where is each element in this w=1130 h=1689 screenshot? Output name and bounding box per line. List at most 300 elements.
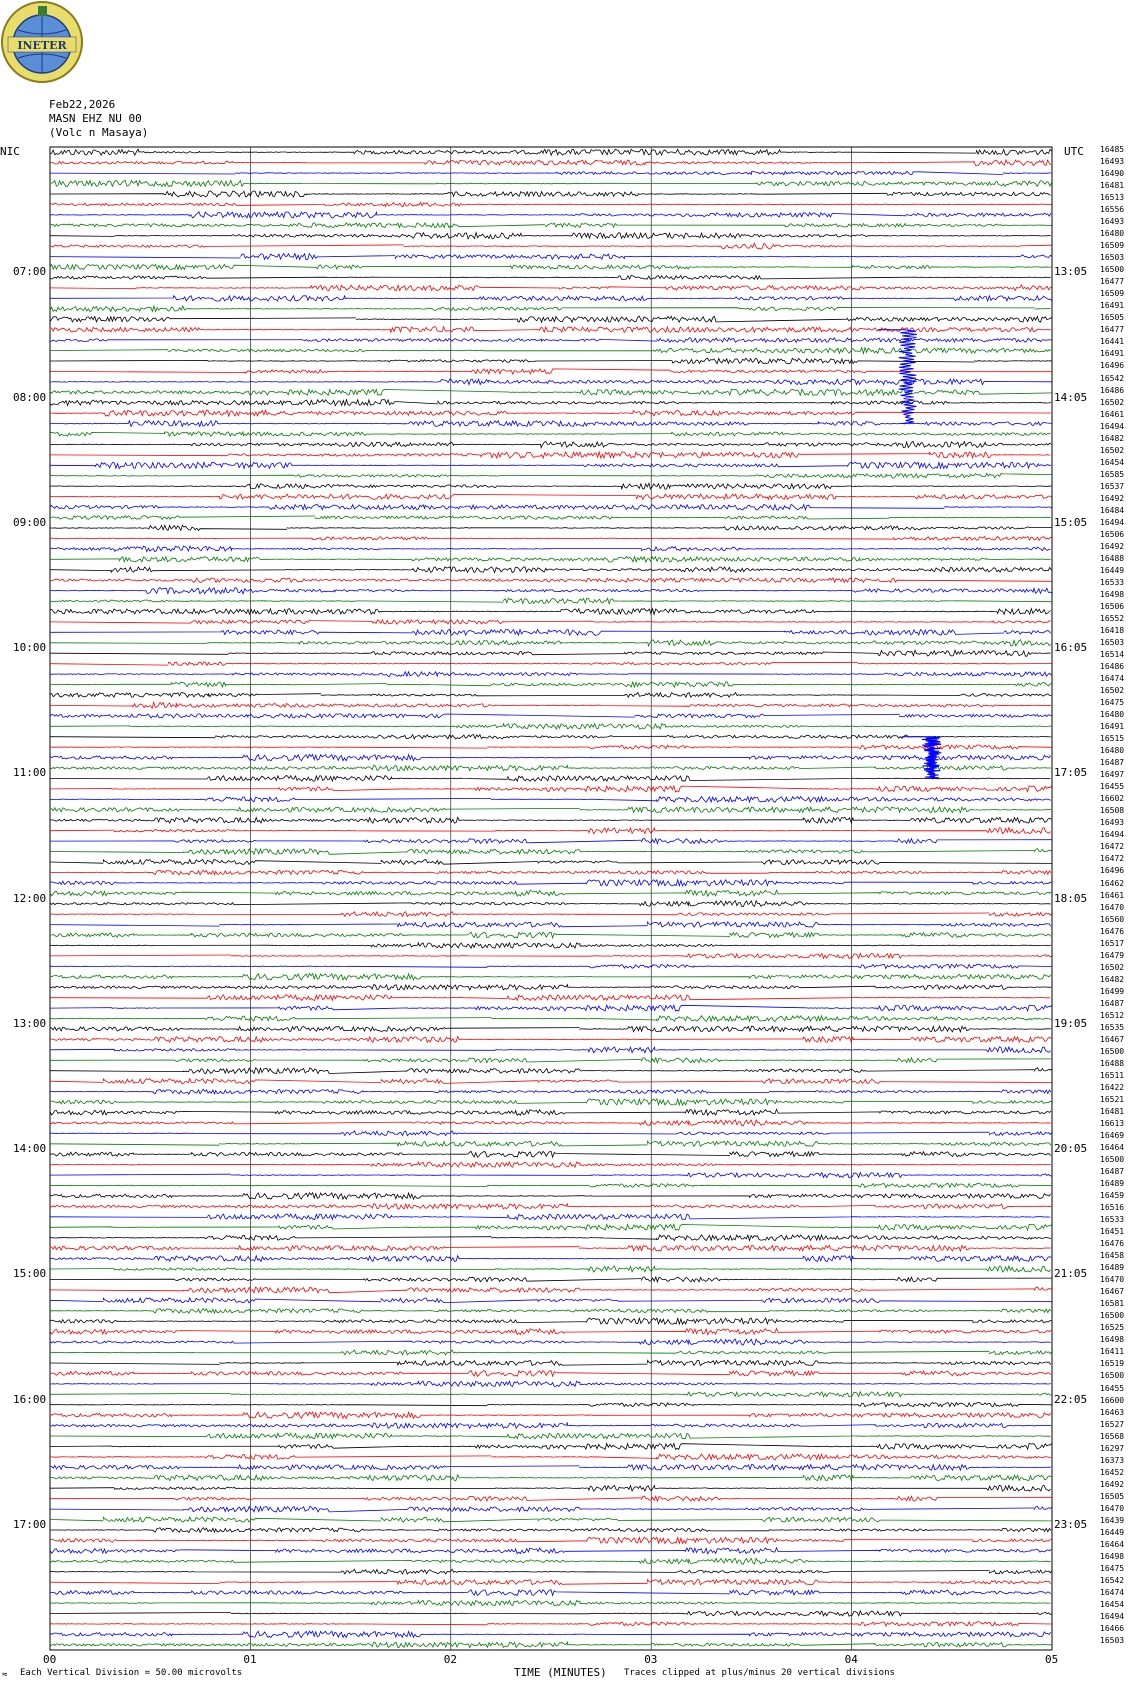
- trace-row-7: [50, 223, 1051, 228]
- trace-row-23: [50, 389, 1052, 395]
- trace-row-140: [50, 1611, 1052, 1616]
- trace-row-3: [50, 180, 1052, 186]
- trace-row-43: [50, 598, 1052, 604]
- row-amplitude-label: 16535: [1100, 1022, 1125, 1032]
- trace-row-60: [50, 776, 1050, 782]
- trace-row-97: [50, 1162, 1051, 1167]
- trace-row-20: [50, 358, 1052, 364]
- right-time-label: 19:05: [1054, 1016, 1088, 1030]
- x-tick-label: 03: [644, 1653, 658, 1666]
- row-amplitude-label: 16487: [1100, 758, 1125, 768]
- row-amplitude-label: 16474: [1100, 674, 1125, 684]
- row-amplitude-label: 16461: [1100, 409, 1125, 419]
- trace-row-2: [50, 171, 1051, 174]
- row-amplitude-label: 16613: [1100, 1118, 1125, 1128]
- trace-row-134: [50, 1548, 1051, 1554]
- row-amplitude-label: 16537: [1100, 481, 1125, 491]
- trace-row-62: [50, 797, 1051, 803]
- trace-row-9: [50, 243, 1052, 249]
- row-amplitude-label: 16505: [1100, 313, 1125, 323]
- trace-row-29: [50, 452, 1050, 458]
- trace-row-67: [50, 849, 1052, 855]
- left-timezone-label: NIC: [0, 145, 20, 158]
- trace-row-108: [50, 1277, 1052, 1282]
- trace-row-94: [50, 1131, 1052, 1136]
- left-time-label: 09:00: [13, 515, 47, 529]
- trace-row-53: [50, 702, 1051, 708]
- trace-row-58: [50, 755, 1051, 761]
- row-amplitude-label: 16552: [1100, 613, 1125, 623]
- row-amplitude-label: 16493: [1100, 157, 1125, 166]
- row-amplitude-label: 16493: [1100, 217, 1125, 227]
- trace-row-16: [50, 316, 1052, 322]
- left-time-label: 14:00: [13, 1142, 47, 1155]
- row-amplitude-label: 16496: [1100, 361, 1125, 371]
- right-time-label: 17:05: [1054, 766, 1088, 780]
- row-amplitude-label: 16488: [1100, 1058, 1125, 1068]
- row-amplitude-label: 16452: [1100, 1467, 1125, 1477]
- row-amplitude-label: 16519: [1100, 1359, 1125, 1369]
- trace-row-111: [50, 1309, 1051, 1314]
- row-amplitude-label: 16463: [1100, 1407, 1125, 1417]
- row-amplitude-label: 16502: [1100, 686, 1125, 696]
- trace-row-12: [50, 276, 1051, 280]
- left-time-label: 15:00: [13, 1267, 47, 1281]
- row-amplitude-label: 16489: [1100, 1179, 1125, 1189]
- logo-flag-icon: [38, 6, 47, 16]
- trace-row-63: [50, 807, 1051, 813]
- row-amplitude-label: 16527: [1100, 1419, 1125, 1429]
- row-amplitude-label: 16475: [1100, 698, 1125, 708]
- row-amplitude-label: 16449: [1100, 1527, 1125, 1537]
- row-amplitude-label: 16602: [1100, 794, 1125, 804]
- row-amplitude-label: 16461: [1100, 890, 1125, 900]
- row-amplitude-label: 16484: [1100, 505, 1125, 515]
- row-amplitude-label: 16494: [1100, 830, 1125, 840]
- trace-row-75: [50, 932, 1051, 938]
- row-amplitude-label: 16490: [1100, 169, 1125, 178]
- trace-row-102: [50, 1214, 1050, 1220]
- row-amplitude-label: 16542: [1100, 373, 1125, 383]
- right-time-label: 16:05: [1054, 641, 1088, 654]
- trace-row-91: [50, 1099, 1051, 1105]
- row-amplitude-label: 16493: [1100, 818, 1125, 828]
- trace-row-10: [50, 254, 1052, 260]
- trace-row-86: [50, 1047, 1051, 1053]
- row-amplitude-label: 16451: [1100, 1227, 1125, 1237]
- trace-row-56: [50, 735, 1051, 739]
- row-amplitude-label: 16492: [1100, 1479, 1125, 1489]
- row-amplitude-label: 16449: [1100, 565, 1125, 575]
- row-amplitude-label: 16492: [1100, 541, 1125, 551]
- trace-row-138: [50, 1590, 1051, 1596]
- row-amplitude-label: 16467: [1100, 1287, 1125, 1297]
- trace-row-87: [50, 1058, 1052, 1063]
- row-amplitude-label: 16466: [1100, 1624, 1125, 1633]
- row-amplitude-label: 16502: [1100, 445, 1125, 455]
- trace-row-37: [50, 536, 1052, 540]
- trace-row-44: [50, 609, 1051, 615]
- row-amplitude-label: 16491: [1100, 301, 1125, 311]
- row-amplitude-label: 16494: [1100, 421, 1125, 431]
- row-amplitude-label: 16542: [1100, 1575, 1125, 1585]
- trace-row-78: [50, 964, 1052, 968]
- row-amplitude-label: 16500: [1100, 1371, 1125, 1381]
- row-amplitude-label: 16479: [1100, 950, 1125, 960]
- row-amplitude-label: 16512: [1100, 1010, 1125, 1020]
- row-amplitude-label: 16500: [1100, 1046, 1125, 1056]
- row-amplitude-label: 16491: [1100, 349, 1125, 359]
- trace-row-98: [50, 1173, 1052, 1178]
- trace-row-35: [50, 516, 1051, 520]
- row-amplitude-label: 16600: [1100, 1395, 1125, 1405]
- trace-row-50: [50, 672, 1051, 677]
- trace-row-118: [50, 1381, 1051, 1386]
- trace-row-49: [50, 662, 1052, 666]
- trace-row-129: [50, 1496, 1052, 1501]
- trace-row-107: [50, 1266, 1051, 1272]
- trace-row-38: [50, 546, 1051, 552]
- left-time-label: 16:00: [13, 1392, 47, 1406]
- trace-row-135: [50, 1558, 1051, 1564]
- row-amplitude-label: 16556: [1100, 205, 1125, 215]
- row-amplitude-label: 16462: [1100, 878, 1125, 888]
- trace-row-24: [50, 400, 1051, 406]
- trace-row-65: [50, 828, 1051, 834]
- logo-text: INETER: [17, 39, 67, 52]
- row-amplitude-label: 16509: [1100, 289, 1125, 299]
- row-amplitude-label: 16475: [1100, 1563, 1125, 1573]
- row-amplitude-label: 16506: [1100, 601, 1125, 611]
- trace-row-92: [50, 1109, 1051, 1115]
- row-amplitude-label: 16482: [1100, 974, 1125, 984]
- row-amplitude-label: 16500: [1100, 1155, 1125, 1164]
- trace-row-96: [50, 1151, 1051, 1157]
- left-time-label: 10:00: [13, 641, 47, 654]
- left-time-label: 08:00: [13, 390, 47, 404]
- row-amplitude-label: 16480: [1100, 746, 1125, 756]
- row-amplitude-label: 16459: [1100, 1191, 1125, 1201]
- trace-row-93: [50, 1120, 1051, 1126]
- trace-row-42: [50, 588, 1052, 594]
- row-amplitude-label: 16454: [1100, 457, 1125, 467]
- location-label: (Volc n Masaya): [49, 126, 149, 139]
- row-amplitude-label: 16503: [1100, 1636, 1125, 1645]
- seismic-events: [878, 330, 942, 779]
- x-tick-label: 00: [43, 1653, 57, 1666]
- trace-row-95: [50, 1141, 1051, 1146]
- row-amplitude-label: 16422: [1100, 1082, 1125, 1092]
- trace-row-27: [50, 432, 1051, 437]
- row-amplitude-label: 16476: [1100, 1239, 1125, 1249]
- row-amplitude-label: 16441: [1100, 337, 1125, 347]
- row-amplitude-label: 16500: [1100, 1311, 1125, 1321]
- trace-row-52: [50, 693, 1051, 698]
- trace-row-33: [50, 494, 1052, 499]
- date-label: Feb22,2026: [49, 98, 116, 111]
- row-amplitude-label: 16373: [1100, 1455, 1125, 1465]
- trace-row-99: [50, 1183, 1052, 1187]
- trace-row-66: [50, 839, 1052, 844]
- trace-row-126: [50, 1465, 1051, 1471]
- trace-row-81: [50, 995, 1050, 1001]
- trace-row-57: [50, 745, 1052, 749]
- corner-mark: ≈: [2, 1670, 8, 1680]
- trace-row-74: [50, 922, 1051, 927]
- trace-row-41: [50, 578, 1052, 582]
- trace-row-113: [50, 1329, 1051, 1335]
- trace-row-1: [50, 160, 1051, 166]
- trace-row-32: [50, 483, 1051, 489]
- row-amplitude-label: 16487: [1100, 998, 1125, 1008]
- trace-row-31: [50, 474, 1052, 479]
- row-amplitude-label: 16297: [1100, 1443, 1125, 1453]
- trace-row-8: [50, 233, 1051, 239]
- trace-row-14: [50, 296, 1052, 301]
- trace-row-84: [50, 1026, 1051, 1032]
- row-amplitude-label: 16476: [1100, 926, 1125, 936]
- trace-row-69: [50, 870, 1051, 875]
- left-time-label: 11:00: [13, 766, 47, 780]
- trace-row-71: [50, 890, 1051, 896]
- trace-row-51: [50, 682, 1052, 687]
- row-amplitude-label: 16477: [1100, 277, 1125, 287]
- row-amplitude-label: 16454: [1100, 1599, 1125, 1609]
- row-amplitude-label: 16502: [1100, 962, 1125, 972]
- row-amplitude-label: 16474: [1100, 1587, 1125, 1597]
- row-amplitude-label: 16516: [1100, 1203, 1125, 1213]
- row-amplitude-label: 16503: [1100, 638, 1125, 647]
- trace-row-5: [50, 202, 1052, 206]
- trace-row-127: [50, 1475, 1051, 1481]
- trace-row-36: [50, 525, 1052, 530]
- trace-row-133: [50, 1537, 1051, 1543]
- trace-row-100: [50, 1193, 1051, 1199]
- trace-row-112: [50, 1318, 1051, 1324]
- trace-row-47: [50, 640, 1051, 646]
- event-0: [878, 330, 917, 424]
- trace-row-83: [50, 1016, 1051, 1022]
- row-amplitude-label: 16480: [1100, 710, 1125, 720]
- right-time-label: 23:05: [1054, 1517, 1088, 1531]
- trace-row-0: [50, 149, 1052, 155]
- clip-note: Traces clipped at plus/minus 20 vertical divisions: [624, 1668, 895, 1678]
- row-amplitude-label: 16525: [1100, 1323, 1125, 1333]
- trace-row-119: [50, 1392, 1052, 1397]
- trace-row-45: [50, 620, 1051, 624]
- row-amplitude-label: 16511: [1100, 1070, 1125, 1080]
- row-amplitude-label: 16505: [1100, 1491, 1125, 1501]
- trace-row-46: [50, 629, 1051, 635]
- trace-row-139: [50, 1600, 1051, 1605]
- right-time-label: 20:05: [1054, 1142, 1088, 1155]
- row-amplitude-label: 16482: [1100, 433, 1125, 443]
- trace-row-25: [50, 410, 1051, 416]
- trace-row-131: [50, 1517, 1052, 1522]
- trace-row-110: [50, 1298, 1052, 1303]
- row-amplitude-label: 16418: [1100, 626, 1125, 635]
- row-amplitude-label: 16521: [1100, 1094, 1125, 1104]
- logo: [2, 2, 82, 82]
- trace-row-6: [50, 212, 1051, 218]
- right-time-label: 14:05: [1054, 390, 1088, 404]
- trace-row-130: [50, 1506, 1052, 1512]
- row-amplitude-label: 16481: [1100, 181, 1125, 191]
- row-amplitude-label: 16560: [1100, 914, 1125, 924]
- row-amplitude-label: 16464: [1100, 1539, 1125, 1549]
- trace-row-80: [50, 985, 1051, 990]
- row-amplitude-label: 16509: [1100, 241, 1125, 251]
- row-amplitude-label: 16477: [1100, 325, 1125, 335]
- row-amplitude-label: 16492: [1100, 493, 1125, 503]
- row-amplitude-label: 16498: [1100, 1551, 1125, 1561]
- left-time-label: 12:00: [13, 891, 47, 905]
- row-amplitude-label: 16470: [1100, 1275, 1125, 1285]
- trace-row-128: [50, 1485, 1051, 1491]
- trace-row-124: [50, 1443, 1052, 1449]
- trace-row-40: [50, 567, 1051, 573]
- trace-row-136: [50, 1569, 1052, 1574]
- trace-row-106: [50, 1256, 1051, 1262]
- row-amplitude-label: 16486: [1100, 662, 1125, 671]
- trace-row-104: [50, 1235, 1051, 1241]
- row-amplitude-label: 16533: [1100, 577, 1125, 587]
- trace-row-137: [50, 1580, 1051, 1585]
- right-time-label: 22:05: [1054, 1392, 1088, 1406]
- trace-row-68: [50, 860, 1052, 865]
- row-amplitude-label: 16503: [1100, 253, 1125, 263]
- trace-row-116: [50, 1360, 1051, 1365]
- row-amplitude-label: 16513: [1100, 193, 1125, 203]
- row-amplitude-label: 16508: [1100, 806, 1125, 816]
- row-amplitude-label: 16481: [1100, 1106, 1125, 1116]
- row-amplitude-label: 16498: [1100, 1335, 1125, 1345]
- trace-row-88: [50, 1068, 1052, 1074]
- right-time-label: 18:05: [1054, 891, 1088, 905]
- right-time-label: 21:05: [1054, 1267, 1088, 1281]
- x-tick-label: 01: [243, 1653, 257, 1666]
- trace-row-89: [50, 1079, 1052, 1084]
- trace-row-123: [50, 1433, 1050, 1439]
- trace-row-54: [50, 714, 1052, 718]
- row-amplitude-label: 16497: [1100, 770, 1125, 780]
- trace-row-59: [50, 765, 1051, 770]
- row-amplitude-label: 16470: [1100, 902, 1125, 912]
- trace-row-55: [50, 724, 1051, 729]
- row-amplitude-label: 16458: [1100, 1251, 1125, 1261]
- trace-row-90: [50, 1089, 1051, 1094]
- row-amplitude-label: 16472: [1100, 854, 1125, 864]
- trace-row-61: [50, 786, 1052, 792]
- trace-row-120: [50, 1403, 1052, 1407]
- trace-row-73: [50, 912, 1052, 917]
- row-amplitude-label: 16470: [1100, 1503, 1125, 1513]
- row-amplitude-label: 16494: [1100, 517, 1125, 527]
- row-amplitude-label: 16515: [1100, 734, 1125, 744]
- trace-row-19: [50, 348, 1051, 354]
- row-amplitude-label: 16469: [1100, 1131, 1125, 1140]
- row-amplitude-label: 16487: [1100, 1167, 1125, 1176]
- trace-row-141: [50, 1622, 1052, 1626]
- row-amplitude-label: 16498: [1100, 589, 1125, 599]
- row-amplitude-label: 16568: [1100, 1431, 1125, 1441]
- trace-row-125: [50, 1454, 1051, 1460]
- x-axis-title: TIME (MINUTES): [514, 1666, 607, 1679]
- trace-row-85: [50, 1037, 1051, 1043]
- row-amplitude-label: 16467: [1100, 1034, 1125, 1044]
- trace-row-70: [50, 880, 1051, 886]
- left-time-label: 17:00: [13, 1517, 47, 1531]
- trace-row-103: [50, 1224, 1052, 1230]
- row-amplitude-label: 16581: [1100, 1299, 1125, 1309]
- trace-row-48: [50, 650, 1051, 656]
- row-amplitude-label: 16506: [1100, 529, 1125, 539]
- row-amplitude-label: 16494: [1100, 1611, 1125, 1621]
- trace-row-122: [50, 1423, 1051, 1428]
- x-tick-label: 04: [844, 1653, 858, 1666]
- left-time-label: 07:00: [13, 265, 47, 279]
- trace-row-117: [50, 1371, 1051, 1377]
- row-amplitude-label: 16491: [1100, 722, 1125, 732]
- trace-row-82: [50, 1005, 1052, 1011]
- row-amplitude-label: 16585: [1100, 469, 1125, 479]
- row-amplitude-label: 16496: [1100, 866, 1125, 876]
- row-amplitude-label: 16500: [1100, 265, 1125, 275]
- trace-row-76: [50, 943, 1051, 948]
- row-amplitude-label: 16533: [1100, 1215, 1125, 1225]
- left-time-label: 13:00: [13, 1016, 47, 1030]
- trace-row-121: [50, 1412, 1051, 1418]
- row-amplitude-label: 16439: [1100, 1515, 1125, 1525]
- trace-row-28: [50, 441, 1051, 447]
- row-amplitude-label: 16517: [1100, 938, 1125, 948]
- row-amplitude-label: 16489: [1100, 1263, 1125, 1273]
- trace-row-34: [50, 504, 1052, 510]
- trace-row-4: [50, 191, 1051, 197]
- trace-row-11: [50, 265, 1051, 270]
- x-tick-label: 02: [443, 1653, 458, 1666]
- row-amplitude-label: 16480: [1100, 229, 1125, 239]
- right-timezone-label: UTC: [1064, 145, 1084, 158]
- row-amplitude-label: 16455: [1100, 1383, 1125, 1393]
- x-tick-label: 05: [1045, 1653, 1059, 1666]
- division-note: Each Vertical Division = 50.00 microvolts: [20, 1668, 243, 1678]
- row-amplitude-label: 16485: [1100, 145, 1125, 154]
- row-amplitude-label: 16514: [1100, 650, 1125, 659]
- trace-row-132: [50, 1528, 1051, 1533]
- trace-row-143: [50, 1642, 1051, 1647]
- trace-row-13: [50, 285, 1052, 291]
- trace-row-142: [50, 1631, 1051, 1637]
- trace-row-30: [50, 462, 1051, 468]
- right-time-label: 15:05: [1054, 515, 1088, 529]
- trace-row-101: [50, 1204, 1051, 1209]
- row-amplitude-label: 16455: [1100, 782, 1125, 792]
- station-label: MASN EHZ NU 00: [49, 112, 142, 125]
- row-amplitude-label: 16488: [1100, 553, 1125, 563]
- row-amplitude-label: 16472: [1100, 842, 1125, 852]
- row-amplitude-label: 16464: [1100, 1143, 1125, 1152]
- trace-row-105: [50, 1245, 1051, 1251]
- trace-row-115: [50, 1350, 1052, 1355]
- trace-row-64: [50, 817, 1051, 823]
- trace-row-77: [50, 953, 1052, 958]
- row-amplitude-label: 16502: [1100, 397, 1125, 407]
- row-amplitude-label: 16486: [1100, 385, 1125, 395]
- trace-row-114: [50, 1339, 1051, 1345]
- trace-row-39: [50, 557, 1051, 563]
- trace-row-15: [50, 306, 1051, 311]
